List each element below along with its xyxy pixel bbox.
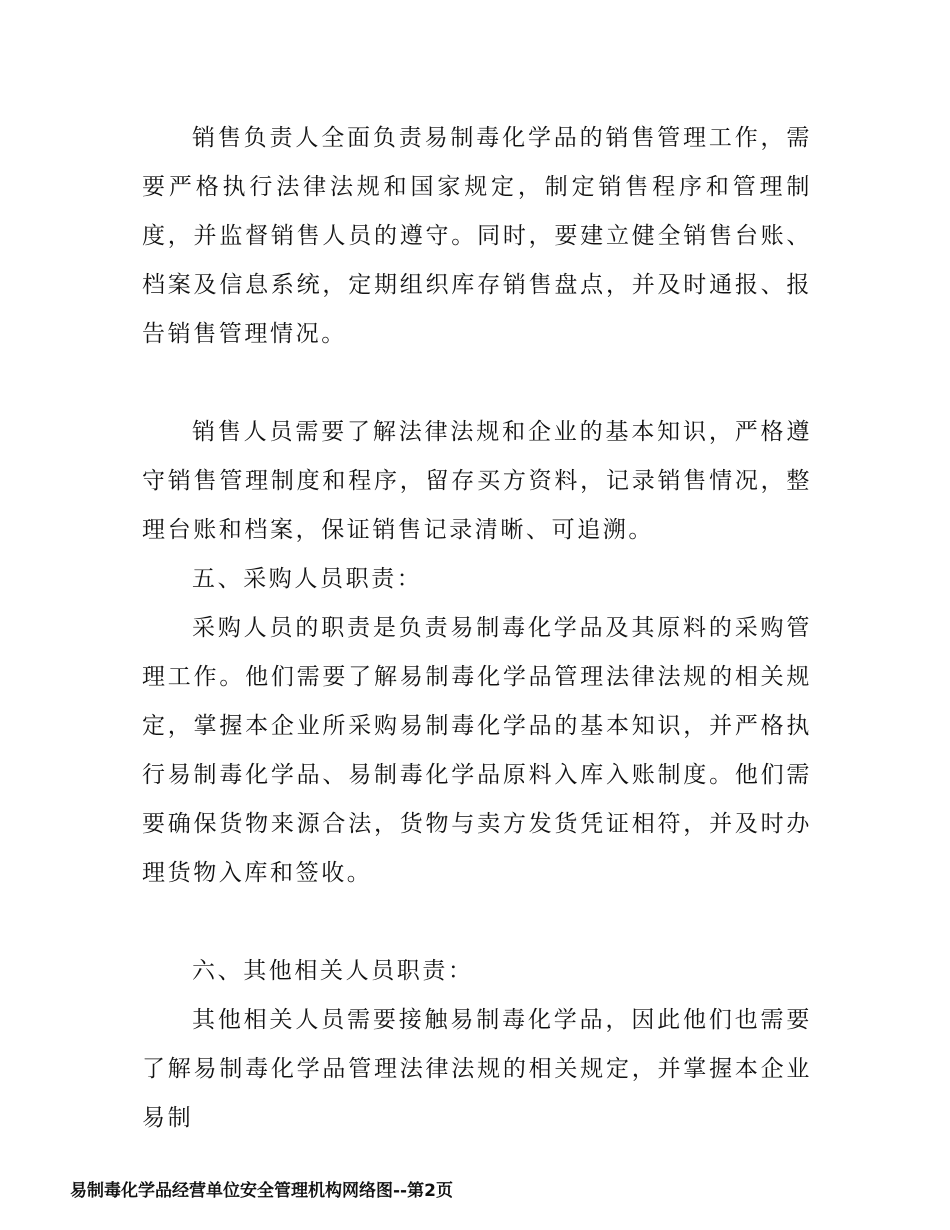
paragraph-gap xyxy=(142,898,812,947)
page-footer: 易制毒化学品经营单位安全管理机构网络图--第2页 xyxy=(70,1181,453,1201)
document-body xyxy=(142,114,812,1143)
paragraph-purchasing-staff: 采购人员的职责是负责易制毒化学品及其原料的采购管理工作。他们需要了解易制毒化学品管理法律法规的相关规定，掌握本企业所采购易制毒化学品的基本知识，并严格执行易制毒化学品、易制毒化学品原料入库入账制度。他们需要确保货物来源合法，货物与卖方发货凭证相符，并及时办理货物入库和签收。 xyxy=(142,615,812,886)
paragraph-sales-staff: 销售人员需要了解法律法规和企业的基本知识，严格遵守销售管理制度和程序，留存买方资料，记录销售情况，整理台账和档案，保证销售记录清晰、可追溯。 xyxy=(142,419,812,543)
section-heading-other-staff: 六、其他相关人员职责： xyxy=(192,958,474,984)
section-heading-purchasing: 五、采购人员职责： xyxy=(192,566,423,592)
paragraph-other-staff: 其他相关人员需要接触易制毒化学品，因此他们也需要了解易制毒化学品管理法律法规的相关规定，并掌握本企业易制 xyxy=(142,1007,812,1131)
paragraph-sales-manager: 销售负责人全面负责易制毒化学品的销售管理工作，需要严格执行法律法规和国家规定，制定销售程序和管理制度，并监督销售人员的遵守。同时，要建立健全销售台账、档案及信息系统，定期组织库存销售盘点，并及时通报、报告销售管理情况。 xyxy=(142,125,812,347)
paragraph-gap xyxy=(142,359,812,408)
